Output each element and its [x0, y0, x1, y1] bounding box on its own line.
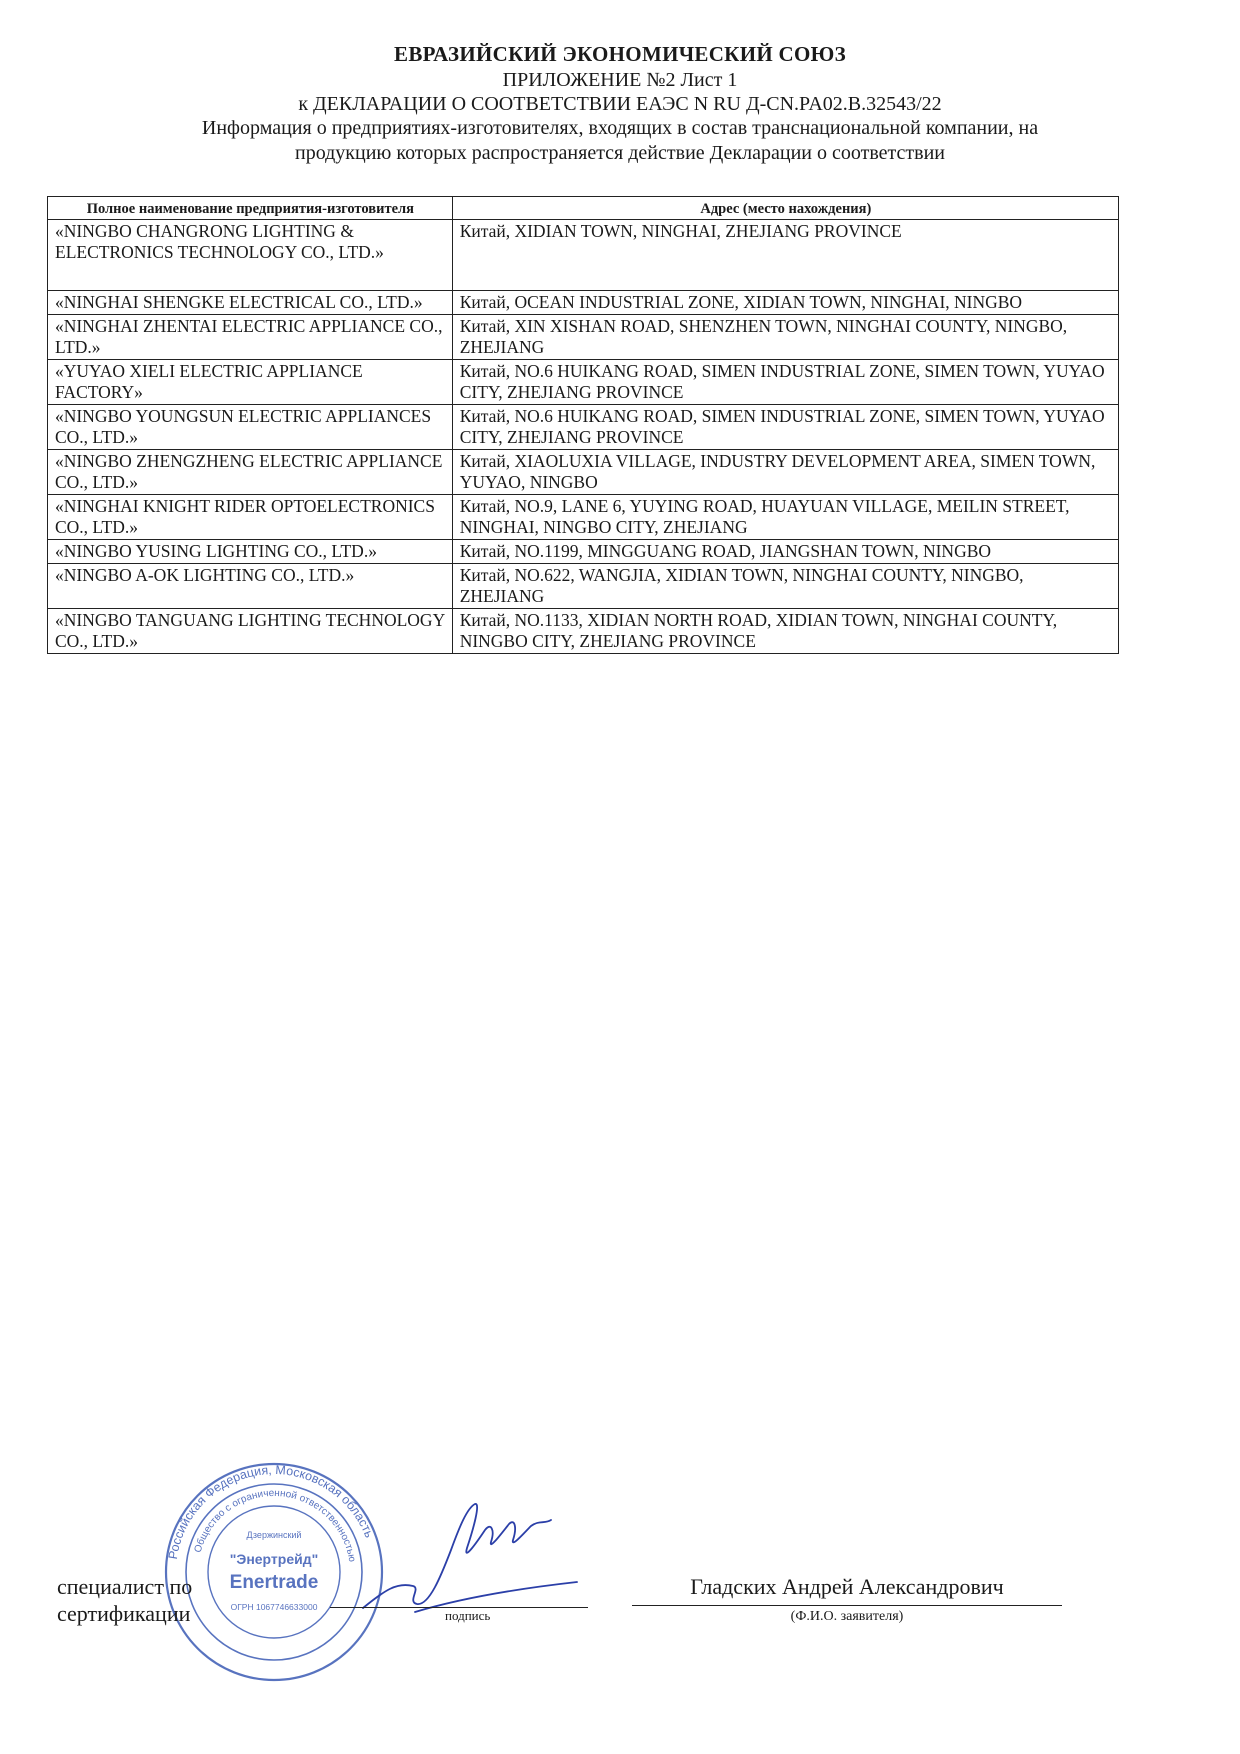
document-header [0, 40, 1240, 166]
signer-role-line-1: специалист по [57, 1574, 193, 1599]
stamp-ogrn: ОГРН 1067746633000 [230, 1602, 318, 1612]
table-row [48, 291, 1119, 315]
applicant-name-caption: (Ф.И.О. заявителя) [790, 1609, 904, 1624]
applicant-name-line [632, 1605, 1062, 1606]
signature-caption: подпись [445, 1608, 491, 1623]
applicant-name: Гладских Андрей Александрович [690, 1574, 1004, 1599]
manufacturer-address: Китай, XIDIAN TOWN, NINGHAI, ZHEJIANG PROVINCE [452, 220, 1118, 291]
company-stamp [162, 1460, 386, 1684]
manufacturer-name: «NINGBO YOUNGSUN ELECTRIC APPLIANCES CO., LTD.» [48, 405, 453, 450]
stamp-city: Дзержинский [246, 1530, 302, 1540]
table-row [48, 360, 1119, 405]
manufacturer-address: Китай, NO.6 HUIKANG ROAD, SIMEN INDUSTRIAL ZONE, SIMEN TOWN, YUYAO CITY, ZHEJIANG PROVINCE [452, 360, 1118, 405]
manufacturer-name: «NINGBO YUSING LIGHTING CO., LTD.» [48, 540, 453, 564]
manufacturer-name: «NINGHAI SHENGKE ELECTRICAL CO., LTD.» [48, 291, 453, 315]
table-row [48, 540, 1119, 564]
column-header-address: Адрес (место нахождения) [452, 197, 1118, 220]
table-row [48, 495, 1119, 540]
manufacturer-name: «NINGBO A-OK LIGHTING CO., LTD.» [48, 564, 453, 609]
manufacturer-name: «NINGBO TANGUANG LIGHTING TECHNOLOGY CO., LTD.» [48, 609, 453, 654]
table-row [48, 220, 1119, 291]
manufacturer-address: Китай, NO.1199, MINGGUANG ROAD, JIANGSHAN TOWN, NINGBO [452, 540, 1118, 564]
table-row [48, 609, 1119, 654]
manufacturer-address: Китай, OCEAN INDUSTRIAL ZONE, XIDIAN TOWN, NINGHAI, NINGBO [452, 291, 1118, 315]
union-title: ЕВРАЗИЙСКИЙ ЭКОНОМИЧЕСКИЙ СОЮЗ [394, 42, 846, 66]
manufacturers-table [47, 196, 1119, 654]
manufacturer-name: «NINGHAI KNIGHT RIDER OPTOELECTRONICS CO., LTD.» [48, 495, 453, 540]
manufacturer-name: «NINGBO CHANGRONG LIGHTING & ELECTRONICS TECHNOLOGY CO., LTD.» [48, 220, 453, 291]
stamp-outer-text: Российская Федерация, Московская область [165, 1462, 377, 1561]
handwritten-signature [355, 1490, 585, 1620]
info-line-1: Информация о предприятиях-изготовителях, входящих в состав транснациональной компании, на [201, 117, 1039, 139]
stamp-inner-text: Общество с ограниченной ответственностью [192, 1487, 358, 1563]
manufacturer-address: Китай, NO.1133, XIDIAN NORTH ROAD, XIDIAN TOWN, NINGHAI COUNTY, NINGBO CITY, ZHEJIANG PROVINCE [452, 609, 1118, 654]
declaration-reference: к ДЕКЛАРАЦИИ О СООТВЕТСТВИИ ЕАЭС N RU Д-CN.PA02.B.32543/22 [298, 93, 942, 115]
manufacturer-address: Китай, XIN XISHAN ROAD, SHENZHEN TOWN, NINGHAI COUNTY, NINGBO, ZHEJIANG [452, 315, 1118, 360]
column-header-name: Полное наименование предприятия-изготовителя [48, 197, 453, 220]
table-row [48, 405, 1119, 450]
table-row [48, 564, 1119, 609]
stamp-brand-ru: "Энертрейд" [229, 1551, 319, 1567]
info-line-2: продукцию которых распространяется действие Декларации о соответствии [295, 142, 945, 164]
manufacturer-address: Китай, XIAOLUXIA VILLAGE, INDUSTRY DEVELOPMENT AREA, SIMEN TOWN, YUYAO, NINGBO [452, 450, 1118, 495]
manufacturer-name: «NINGHAI ZHENTAI ELECTRIC APPLIANCE CO., LTD.» [48, 315, 453, 360]
table-row [48, 450, 1119, 495]
manufacturer-name: «YUYAO XIELI ELECTRIC APPLIANCE FACTORY» [48, 360, 453, 405]
manufacturer-address: Китай, NO.622, WANGJIA, XIDIAN TOWN, NINGHAI COUNTY, NINGBO, ZHEJIANG [452, 564, 1118, 609]
stamp-brand-en: Enertrade [229, 1572, 319, 1593]
appendix-title: ПРИЛОЖЕНИЕ №2 Лист 1 [502, 69, 738, 91]
manufacturer-name: «NINGBO ZHENGZHENG ELECTRIC APPLIANCE CO., LTD.» [48, 450, 453, 495]
signer-role-line-2: сертификации [57, 1601, 191, 1626]
table-row [48, 315, 1119, 360]
table-header-row [48, 197, 1119, 220]
manufacturer-address: Китай, NO.6 HUIKANG ROAD, SIMEN INDUSTRIAL ZONE, SIMEN TOWN, YUYAO CITY, ZHEJIANG PROVINCE [452, 405, 1118, 450]
manufacturer-address: Китай, NO.9, LANE 6, YUYING ROAD, HUAYUAN VILLAGE, MEILIN STREET, NINGHAI, NINGBO CITY, ZHEJIANG [452, 495, 1118, 540]
signer-role [57, 1573, 192, 1627]
